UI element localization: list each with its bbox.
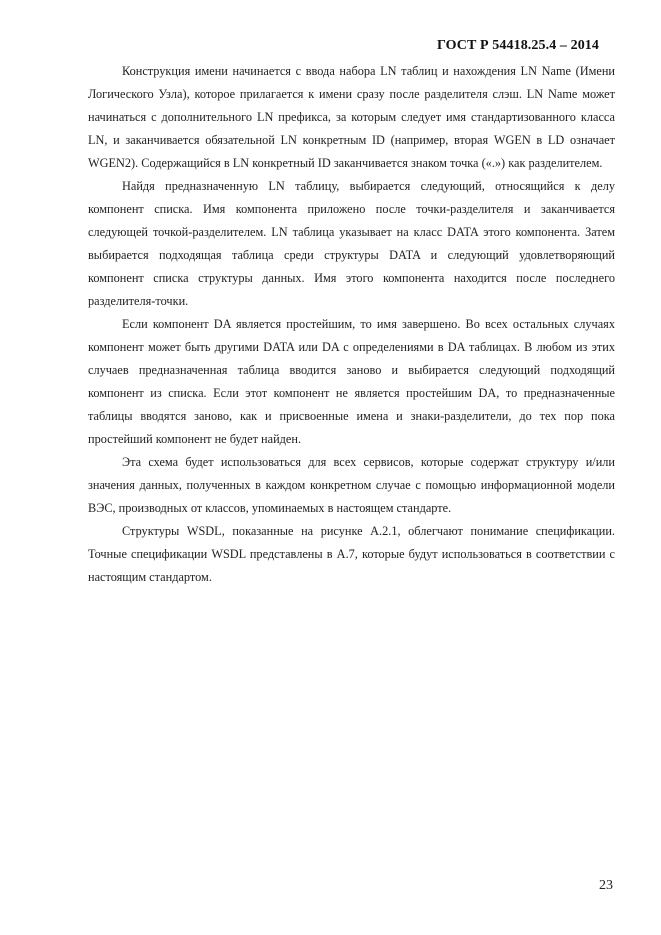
document-body bbox=[88, 60, 615, 589]
paragraph-wsdl-structures: Структуры WSDL, показанные на рисунке А.2.1, облегчают понимание спецификации. Точные спецификации WSDL представлены в А.7, которые будут использоваться в соответствии с настоящим стандартом. bbox=[88, 524, 615, 584]
document-header: ГОСТ Р 54418.25.4 – 2014 bbox=[436, 38, 599, 53]
paragraph-da-component: Если компонент DA является простейшим, то имя завершено. Во всех остальных случаях компонент может быть другими DATA или DA с определениями в DA таблицах. В любом из этих случаев предназначенная таблица вводится заново и выбирается следующий подходящий компонент из списка. Если этот компонент не является простейшим DA, то предназначенные таблицы вводятся заново, как и присвоенные имена и знаки-разделители, до тех пор пока простейший компонент не будет найден. bbox=[88, 317, 615, 446]
paragraph-scheme-usage: Эта схема будет использоваться для всех сервисов, которые содержат структуру и/или значения данных, полученных в каждом конкретном случае с помощью информационной модели ВЭС, производных от классов, упоминаемых в настоящем стандарте. bbox=[88, 455, 615, 515]
paragraph-name-construction: Конструкция имени начинается с ввода набора LN таблиц и нахождения LN Name (Имени Логического Узла), которое прилагается к имени сразу после разделителя слэш. LN Name может начинаться с дополнительного LN префикса, за которым следует имя стандартизованного класса LN, и заканчивается обязательной LN конкретным ID (например, вторая WGEN в LD означает WGEN2). Содержащийся в LN конкретный ID заканчивается знаком точка («.») как разделителем. bbox=[88, 64, 615, 170]
paragraph-ln-table-selection: Найдя предназначенную LN таблицу, выбирается следующий, относящийся к делу компонент списка. Имя компонента приложено после точки-разделителя и заканчивается следующей точкой-разделителем. LN таблица указывает на класс DATA этого компонента. Затем выбирается подходящая таблица среди структуры DATA и следующий удовлетворяющий компонент списка структуры данных. Имя этого компонента находится после последнего разделителя-точки. bbox=[88, 179, 615, 308]
page-number: 23 bbox=[599, 878, 613, 893]
